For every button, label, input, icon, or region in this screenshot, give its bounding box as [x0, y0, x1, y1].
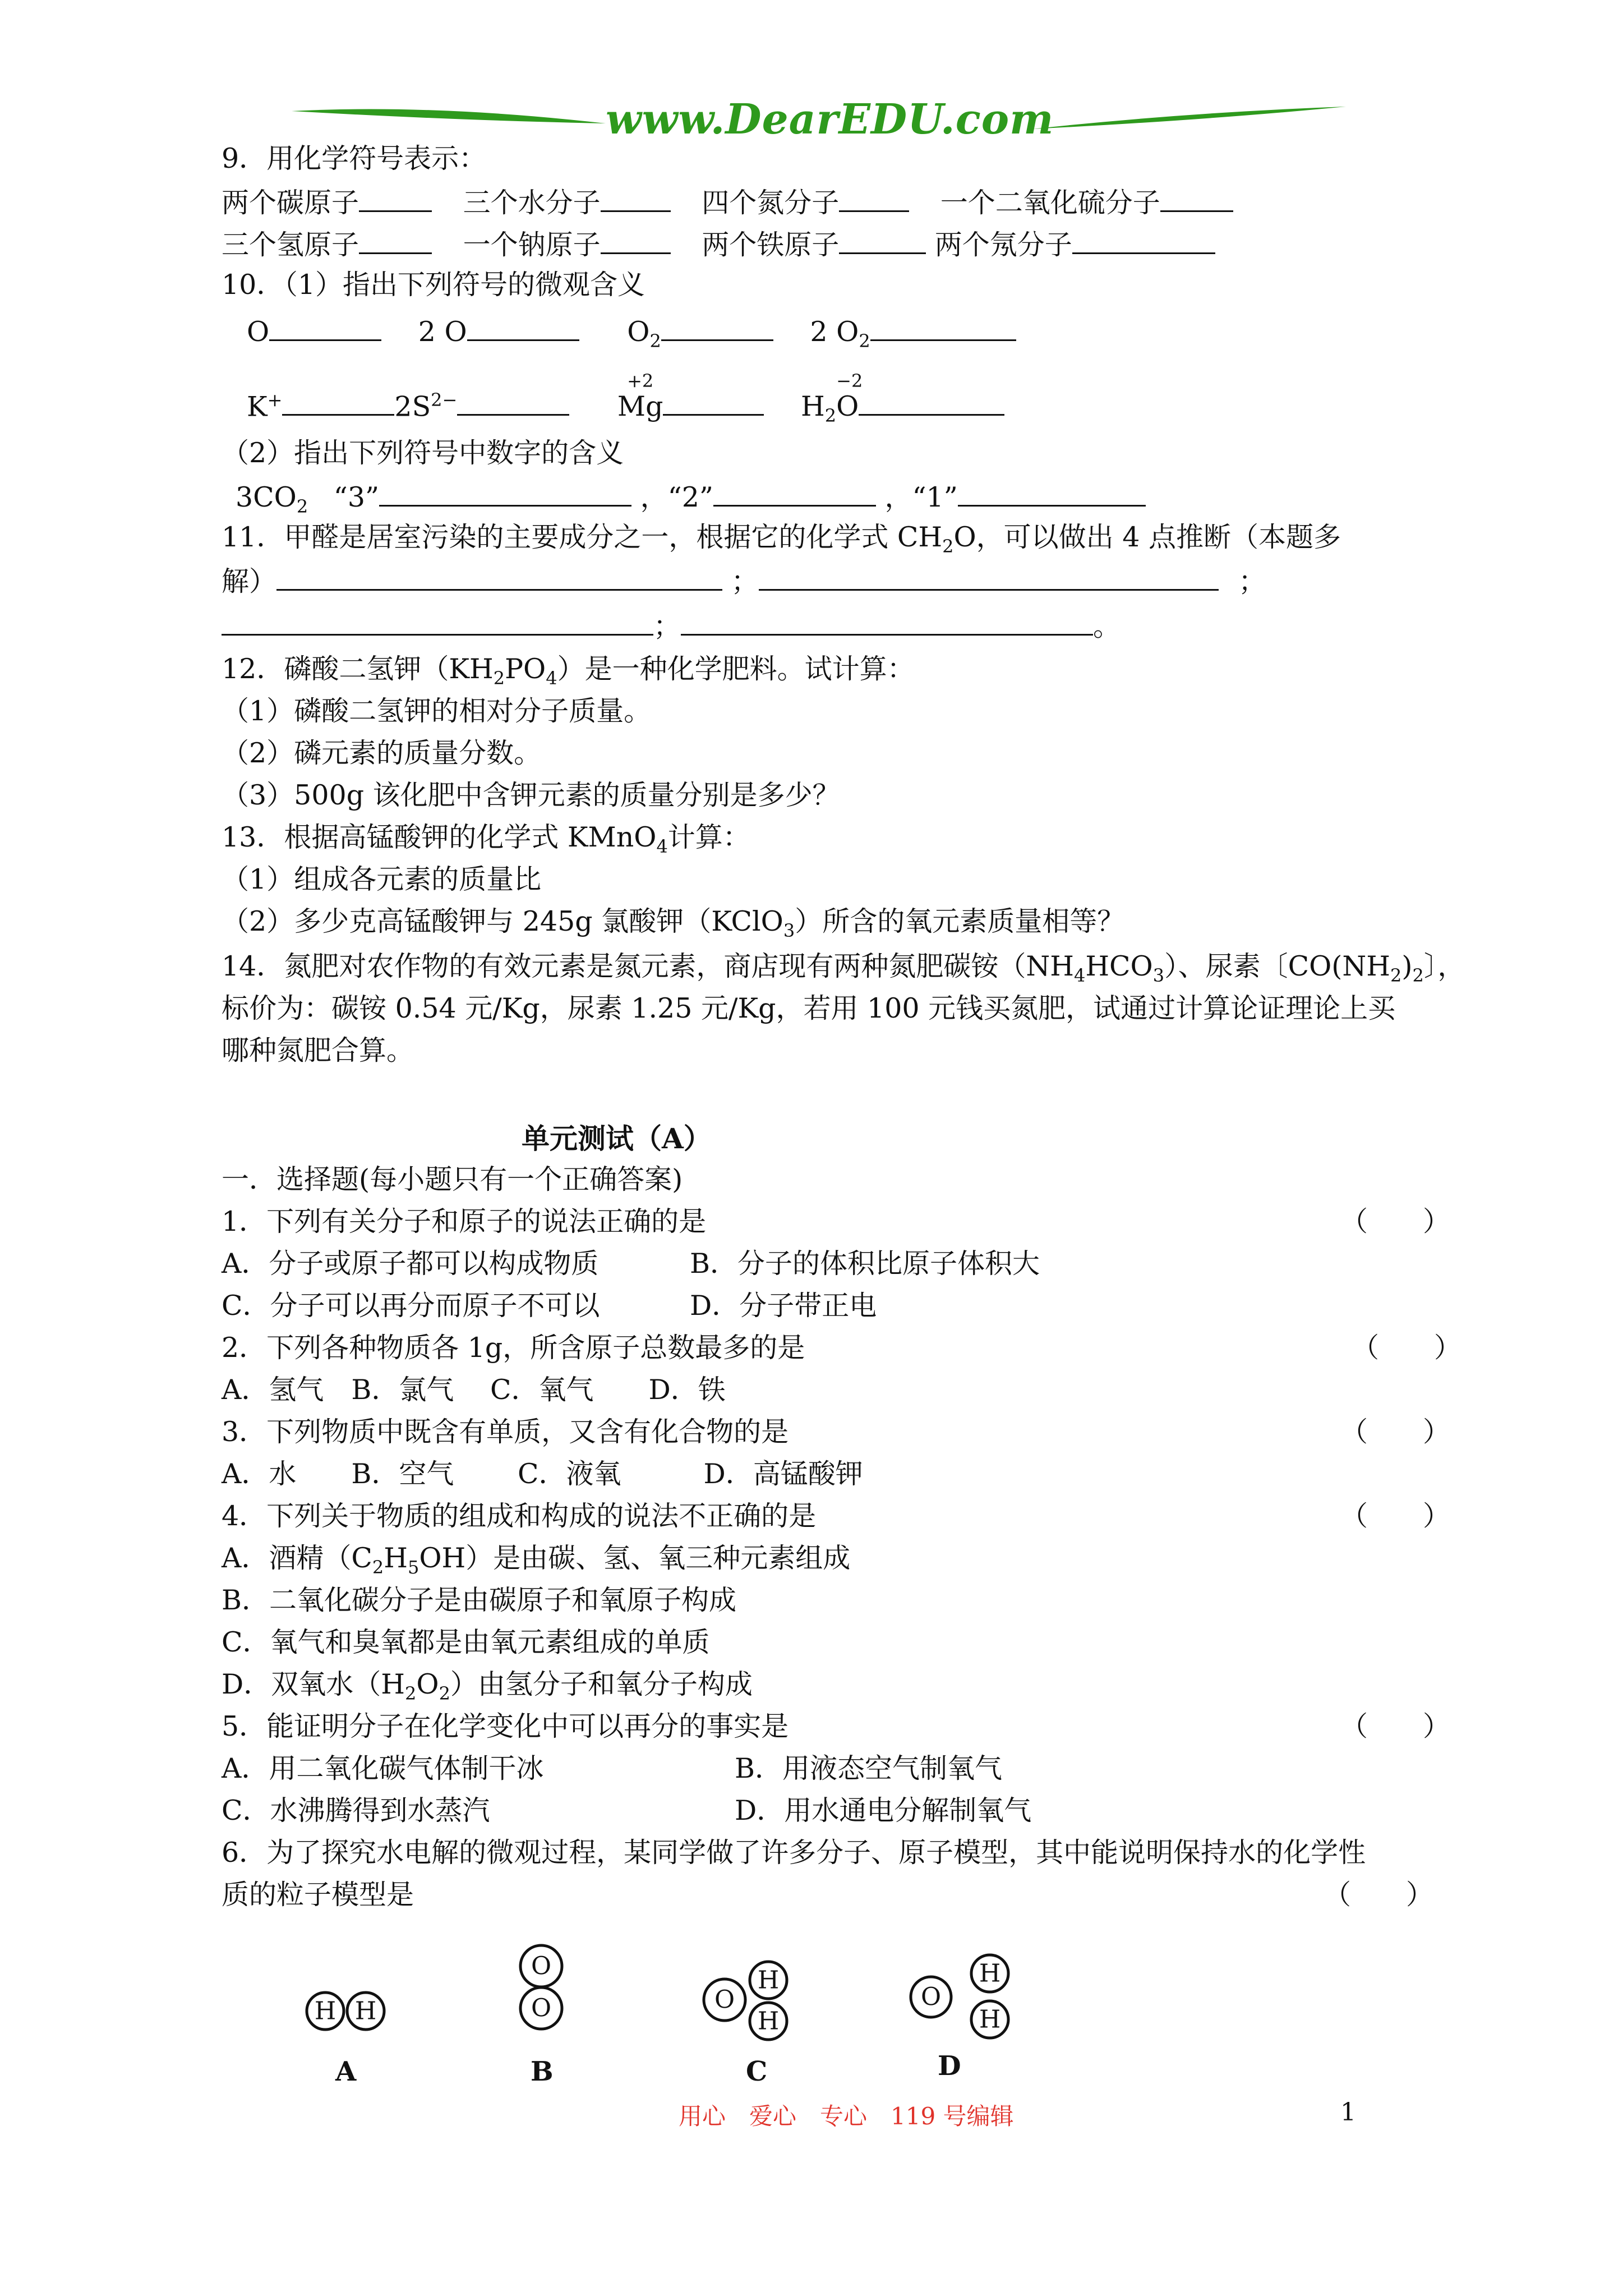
svg-text:H: H: [354, 1996, 377, 2026]
model-label-b: B: [531, 2056, 554, 2087]
mc-q1-option-d: D．分子带正电: [690, 1290, 877, 1322]
site-url: www.DearEDU.com: [606, 95, 1054, 144]
svg-text:H: H: [314, 1996, 336, 2026]
mc-q5-option-c: C．水沸腾得到水蒸汽: [222, 1795, 490, 1826]
q11-line1: 11．甲醛是居室污染的主要成分之一，根据它的化学式 $CH_2O$，可以做出 4 点推断（本题多: [222, 521, 1341, 557]
mc-q4: 4．下列关于物质的组成和构成的说法不正确的是: [222, 1500, 817, 1532]
mc-q4-option-c: C．氧气和臭氧都是由氧元素组成的单质: [222, 1626, 710, 1658]
mc-q2-bracket: （ ）: [1352, 1332, 1462, 1364]
q11-line2: 解） ； ；: [222, 561, 1266, 600]
q9-title: 9．用化学符号表示：: [222, 142, 487, 174]
mc-q4-option-d: D．双氧水$(H_2O_2)$由氢分子和氧分子构成: [222, 1668, 753, 1704]
mc-q6-bracket: （ ）: [1324, 1879, 1434, 1911]
q14-line1: 14．氮肥对农作物的有效元素是氮元素，商店现有两种氮肥碳铵$(NH_4HCO_3)$、尿素〔$CO(NH_2)_2$〕，: [222, 950, 1465, 986]
q10-co2-row: $3CO_2$ “3” ，“2” ，“1”: [236, 477, 1146, 525]
mc-q5-option-b: B．用液态空气制氧气: [735, 1752, 1003, 1784]
mc-q2: 2．下列各种物质各 1g，所含原子总数最多的是: [222, 1332, 805, 1364]
model-label-a: A: [335, 2056, 357, 2087]
footer-credit: 用心 爱心 专心 119 号编辑: [679, 2102, 1014, 2130]
model-b-o2: [513, 1941, 569, 2033]
mc-q6-line2: 质的粒子模型是: [222, 1879, 414, 1911]
mc-q6-line1: 6．为了探究水电解的微观过程，某同学做了许多分子、原子模型，其中能说明保持水的化学性: [222, 1837, 1366, 1869]
q13-p1: （1）组成各元素的质量比: [222, 863, 542, 895]
model-c-water: [698, 1958, 796, 2042]
q14-line3: 哪种氮肥合算。: [222, 1034, 414, 1066]
mc-q5-option-a: A．用二氧化碳气体制干冰: [222, 1752, 544, 1784]
q10-symbols-row1: O 2 O $O_2$ 2 $O_2$: [247, 311, 1016, 360]
q12-title: 12．磷酸二氢钾$(KH_2PO_4)$是一种化学肥料。试计算：: [222, 653, 915, 689]
mc-q1-option-a: A．分子或原子都可以构成物质: [222, 1248, 599, 1280]
mc-q4-option-a: A．酒精$(C_2H_5OH)$是由碳、氢、氧三种元素组成: [222, 1542, 851, 1578]
section-heading: 一．选择题(每小题只有一个正确答案): [222, 1163, 683, 1195]
q10-symbols-row2: K+ $2S^{2-}$ +2 Mg $H_2$ −2 O: [247, 381, 1004, 434]
mc-q5-bracket: （ ）: [1340, 1710, 1451, 1742]
q12-p1: （1）磷酸二氢钾的相对分子质量。: [222, 695, 652, 727]
svg-text:O: O: [531, 1952, 552, 1981]
mc-q5: 5．能证明分子在化学变化中可以再分的事实是: [222, 1710, 789, 1742]
q10-part2: （2）指出下列符号中数字的含义: [222, 437, 624, 469]
q9-row2: 三个氢原子 一个钠原子 两个铁原子 两个氖分子: [222, 224, 1215, 264]
svg-text:O: O: [920, 1982, 942, 2012]
svg-text:H: H: [757, 1966, 780, 1995]
unit-test-title: 单元测试（A）: [522, 1122, 712, 1155]
q12-p3: （3）500g 该化肥中含钾元素的质量分别是多少？: [222, 779, 840, 811]
mc-q2-options: A．氢气 B．氯气 C．氧气 D．铁: [222, 1374, 726, 1406]
svg-text:H: H: [757, 2007, 780, 2036]
svg-text:H: H: [979, 1959, 1001, 1988]
model-d-atoms: [900, 1952, 1021, 2042]
q14-line2: 标价为：碳铵 0.54 元/Kg，尿素 1.25 元/Kg，若用 100 元钱买氮肥，试通过计算论证理论上买: [222, 992, 1396, 1024]
model-label-c: C: [746, 2056, 768, 2087]
q11-line3: ； 。: [222, 606, 1121, 645]
mc-q4-bracket: （ ）: [1340, 1500, 1451, 1532]
q9-row1: 两个碳原子 三个水分子 四个氮分子 一个二氧化硫分子: [222, 182, 1233, 222]
q13-title: 13．根据高锰酸钾的化学式 KMnO$_4$计算：: [222, 821, 750, 857]
model-a-h2: [303, 1986, 393, 2036]
mc-q3-options: A．水 B．空气 C．液氧 D．高锰酸钾: [222, 1458, 863, 1490]
mc-q4-option-b: B．二氧化碳分子是由碳原子和氧原子构成: [222, 1584, 737, 1616]
mc-q1-option-b: B．分子的体积比原子体积大: [690, 1248, 1040, 1280]
mc-q1: 1．下列有关分子和原子的说法正确的是: [222, 1205, 707, 1237]
svg-text:H: H: [979, 2005, 1001, 2034]
mc-q1-bracket: （ ）: [1340, 1205, 1451, 1237]
q12-p2: （2）磷元素的质量分数。: [222, 737, 542, 769]
q10-title: 10．（1）指出下列符号的微观含义: [222, 269, 645, 301]
page-number: 1: [1340, 2098, 1356, 2127]
model-label-d: D: [938, 2050, 961, 2082]
svg-text:O: O: [714, 1985, 735, 2014]
mc-q3-bracket: （ ）: [1340, 1416, 1451, 1448]
mc-q3: 3．下列物质中既含有单质，又含有化合物的是: [222, 1416, 789, 1448]
svg-text:O: O: [531, 1994, 552, 2023]
mc-q5-option-d: D．用水通电分解制氧气: [735, 1795, 1032, 1826]
q13-p2: （2）多少克高锰酸钾与 245g 氯酸钾（KClO$_3$）所含的氧元素质量相等？: [222, 905, 1125, 941]
mc-q1-option-c: C．分子可以再分而原子不可以: [222, 1290, 600, 1322]
